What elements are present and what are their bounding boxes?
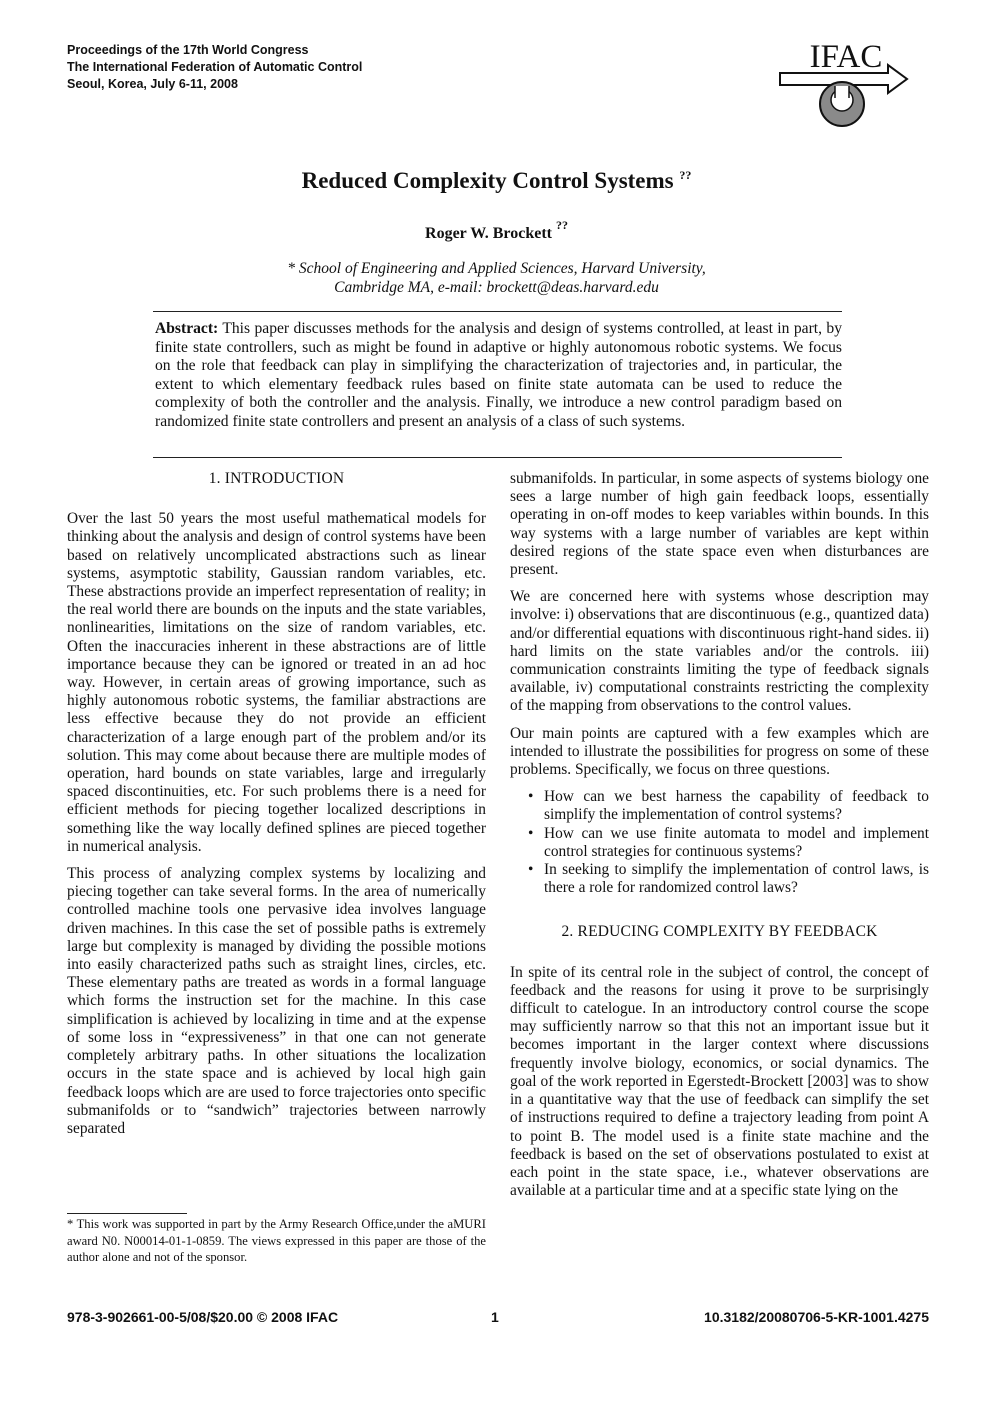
ifac-logo — [776, 36, 916, 136]
proceedings-line: Proceedings of the 17th World Congress — [67, 43, 309, 57]
paper-title-text: Reduced Complexity Control Systems — [301, 168, 674, 193]
paper-author — [0, 218, 993, 243]
body-paragraph: submanifolds. In particular, in some aspects of systems biology one sees a large number of high gain feedback loops, essentially operating in on-off modes to keep variables within bounds. In this way systems with a large number of variables are kept within desired regions of the state space even when disturbances are present. — [510, 470, 929, 579]
list-item — [528, 788, 929, 824]
list-item — [528, 861, 929, 897]
bullet-icon: • — [528, 824, 534, 842]
body-paragraph: In spite of its central role in the subject of control, the concept of feedback and the reasons for using it prove to be surprisingly difficult to catelogue. In an introductory control course the scope may sufficiently narrow so that this not an important issue but it becomes important in the larger context where discussions frequently involve biology, economics, or social dynamics. The goal of the work reported in Egerstedt-Brockett [2003] was to show in a quantitative way that the use of feedback can simplify the set of instructions required to define a trajectory leading from point A to point B. The model used is a finite state machine and the feedback is based on the set of observations postulated to exist at each point in the state space, i.e., whatever observations are available at a particular time and at a specific state lying on the — [510, 963, 929, 1200]
left-column — [67, 470, 486, 1147]
proceedings-header — [67, 42, 487, 93]
footer-isbn: 978-3-902661-00-5/08/$20.00 © 2008 IFAC — [67, 1309, 339, 1325]
footnote: * This work was supported in part by the Army Research Office,under the aMURI award N0. N00014-01-1-0859. The views expressed in this paper are those of the author alone and not of the sponsor. — [67, 1217, 486, 1265]
body-paragraph: Over the last 50 years the most useful mathematical models for thinking about the analysis and design of control systems have been based on relatively uncomplicated abstractions such as linear systems, asymptotic stability, Gaussian random variables, etc. These abstractions provide an imperfect representation of reality; in the real world there are bounds on the inputs and the state variables, nonlinearities, limitations on the size of random variables, etc. Often the inaccuracies inherent in these abstractions are of little importance because they can be ignored or treated in an ad hoc way. However, in certain areas of growing importance, such as highly autonomous robotic systems, the familiar abstractions are less effective because they do not provide an efficient characterization of a large enough part of the problem and/or its solution. This may come about because there are multiple modes of operation, hard bounds on state variables, large and irregularly spaced discontinuities, etc. For such problems there is a need for efficient methods for piecing together localized descriptions in something like the way locally defined splines are pieced together in numerical analysis. — [67, 510, 486, 855]
affiliation-line: Cambridge MA, e-mail: brockett@deas.harvard.edu — [334, 279, 659, 296]
section-heading-feedback: 2. REDUCING COMPLEXITY BY FEEDBACK — [561, 923, 878, 941]
body-paragraph: We are concerned here with systems whose description may involve: i) observations that are discontinuous (e.g., quantized data) and/or differential equations with discontinuous right-hand sides. ii) hard limits on the state variables and/or the controls. iii) communication constraints limiting the type of feedback signals available, iv) computational constraints restricting the complexity of the mapping from observations to the control values. — [510, 588, 929, 715]
abstract-rule-top — [153, 311, 842, 312]
questions-list — [510, 788, 929, 897]
list-item — [528, 824, 929, 861]
bullet-icon: • — [528, 861, 534, 879]
affiliation — [0, 259, 993, 297]
title-footnote-mark: ?? — [679, 168, 692, 182]
ifac-logo-text: IFAC — [809, 39, 883, 75]
affiliation-line: * School of Engineering and Applied Sciences, Harvard University, — [287, 260, 706, 277]
bullet-icon: • — [528, 788, 534, 806]
question-text: How can we best harness the capability of feedback to simplify the implementation of control systems? — [544, 788, 929, 824]
abstract — [155, 320, 842, 432]
footnote-rule — [67, 1213, 187, 1214]
paper-title — [0, 168, 993, 194]
abstract-text: This paper discusses methods for the analysis and design of systems controlled, at least in part, by finite state controllers, such as might be found in adaptive or highly autonomous robotic systems. We focus on the role that feedback can play in simplifying the characterization of trajectories and, in particular, the extent to which elementary feedback rules based on finite state automata can be used to reduce the complexity of both the controller and the analysis. Finally, we introduce a new control paradigm based on randomized finite state controllers and present an analysis of a class of such systems. — [155, 320, 842, 430]
page-number: 1 — [491, 1309, 499, 1325]
right-column — [510, 470, 929, 1209]
body-paragraph: This process of analyzing complex systems by localizing and piecing together can take several forms. In the area of numerically controlled machine tools one pervasive idea involves language driven machines. In this case the set of possible paths is extremely large but complexity is managed by dividing the possible motions into easily characterized paths such as straight lines, circles, etc. These elementary paths are treated as words in a formal language which forms the instruction set for the machine. In this case simplification is achieved by localizing in time and at the expense of some loss in “expressiveness” in that one can not generate completely arbitrary paths. In other situations the localization occurs in the state space and is achieved by local high gain feedback loops which are are used to force trajectories onto specific submanifolds or to “sandwich” trajectories between narrowly separated — [67, 865, 486, 1137]
abstract-label: Abstract: — [155, 320, 219, 337]
proceedings-line: Seoul, Korea, July 6-11, 2008 — [67, 77, 238, 91]
abstract-rule-bottom — [153, 457, 842, 458]
logo-ring-gap — [835, 86, 849, 102]
question-text: In seeking to simplify the implementation of control laws, is there a role for randomized control laws? — [544, 861, 929, 897]
body-paragraph: Our main points are captured with a few examples which are intended to illustrate the possibilities for progress on some of these problems. Specifically, we focus on three questions. — [510, 724, 929, 779]
footer-doi: 10.3182/20080706-5-KR-1001.4275 — [704, 1309, 929, 1325]
proceedings-line: The International Federation of Automatic Control — [67, 60, 363, 74]
author-footnote-mark: ?? — [555, 218, 568, 232]
author-name: Roger W. Brockett — [425, 225, 552, 242]
question-text: How can we use finite automata to model and implement control strategies for continuous systems? — [544, 824, 929, 860]
section-heading-introduction: 1. INTRODUCTION — [208, 470, 345, 487]
